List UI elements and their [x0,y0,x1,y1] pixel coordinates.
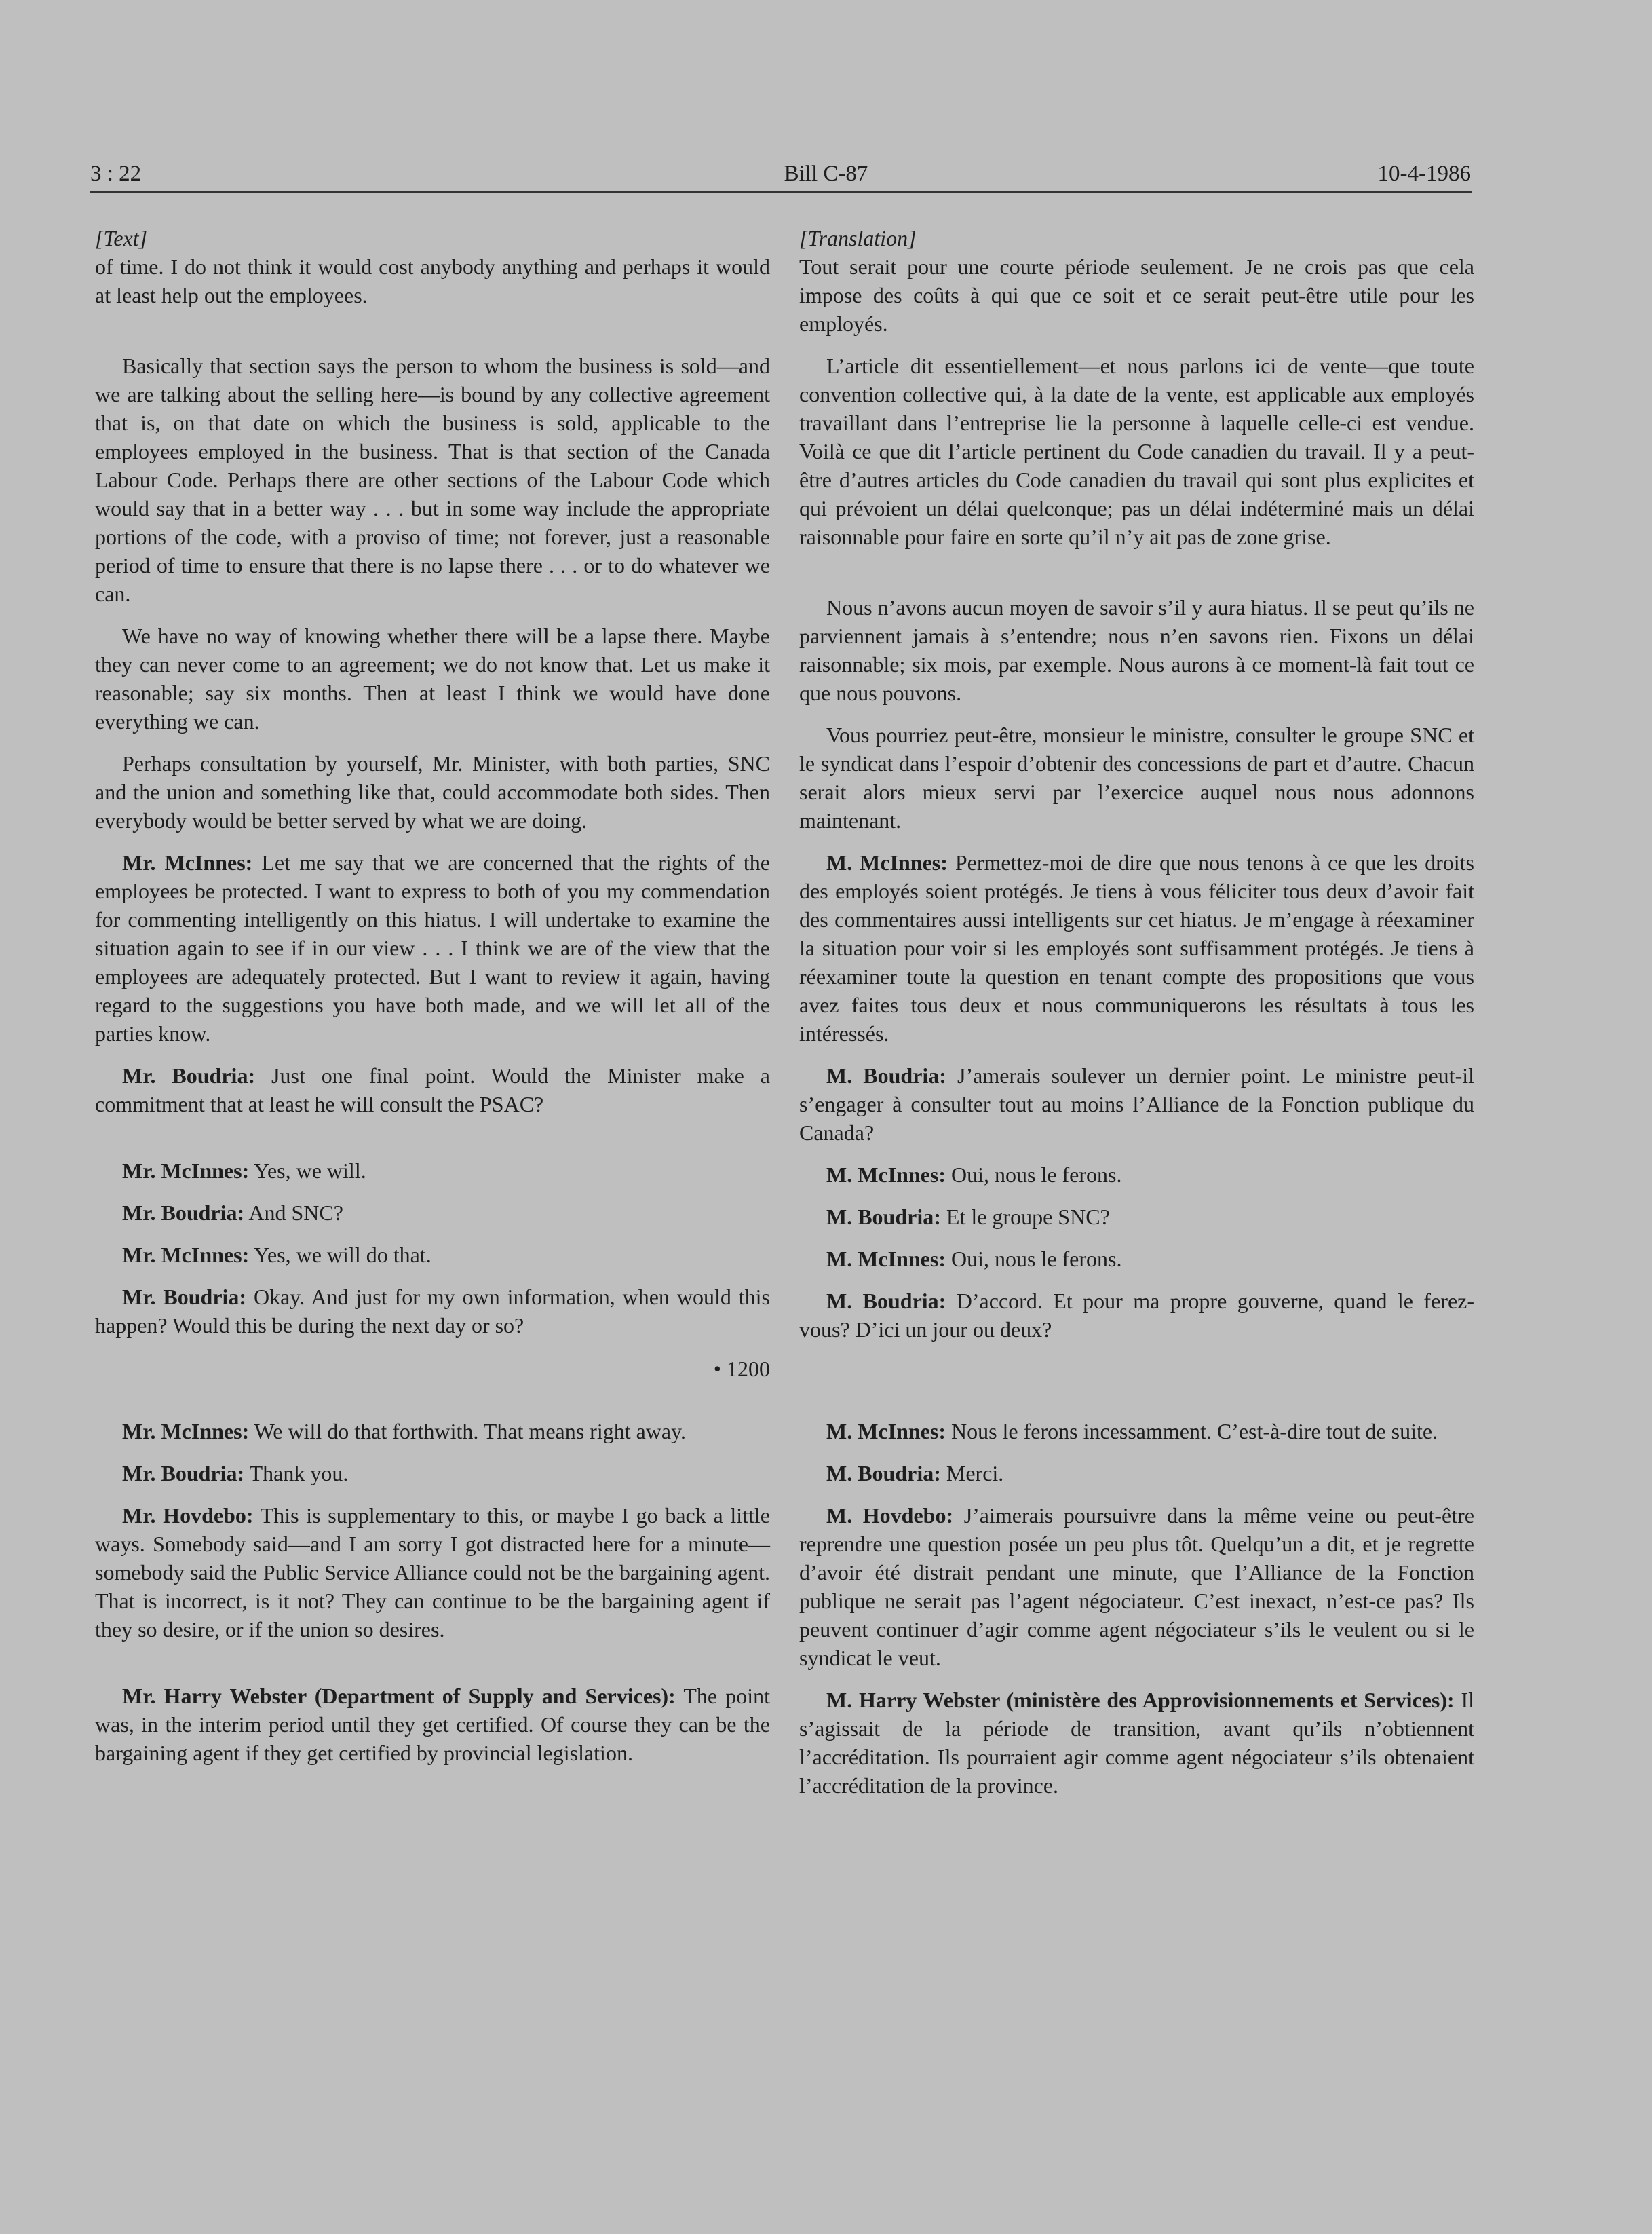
speaker-name: M. Harry Webster (ministère des Approvisionnements et Services): [826,1688,1455,1712]
speech-text: This is supplementary to this, or maybe I go back a little ways. Somebody said—and I am sorry I got distracted here for a minute—somebody said the Public Service Alliance could not be the bargaining agent. That is incorrect, is it not? They can continue to be the bargaining agent if they so desire, or if the union so desires. [95,1503,770,1642]
speaker-name: M. McInnes: [826,1419,946,1443]
speaker-name: Mr. Boudria: [122,1063,256,1088]
speech-text: The point was, in the interim period until they get certified. Of course they can be the bargaining agent if they get certified by provincial legislation. [95,1684,771,1765]
speaker-name: M. Hovdebo: [826,1503,954,1528]
speech-text: D’accord. Et pour ma propre gouverne, quand le ferez-vous? D’ici un jour ou deux? [799,1289,1475,1342]
speech-text: Yes, we will do that. [249,1243,431,1267]
speech-text: Just one final point. Would the Minister make a commitment that at least he will consult the PSAC? [95,1063,771,1116]
speaker-name: Mr. Boudria: [122,1461,245,1485]
paragraph: We have no way of knowing whether there will be a lapse there. Maybe they can never come to an agreement; we do not know that. Let us make it reasonable; say six months. Then at least I think we would have done everything we can. [95,624,770,734]
translation-label: [Translation] [799,226,917,250]
french-column [799,224,1474,1813]
text-label: [Text] [95,226,148,250]
speech [799,1417,1474,1445]
speech [95,1198,770,1227]
speaker-name: Mr. McInnes: [122,850,253,875]
paragraph: Vous pourriez peut-être, monsieur le ministre, consulter le groupe SNC et le syndicat dans l’espoir d’obtenir des concessions de part et d’autre. Chacun serait alors mieux servi par l’exercice auquel nous nous adonnons maintenant. [799,723,1474,833]
speech [95,1241,770,1269]
speaker-name: Mr. Boudria: [122,1200,245,1225]
speech [95,1156,770,1185]
paragraph: Perhaps consultation by yourself, Mr. Minister, with both parties, SNC and the union and something like that, could accommodate both sides. Then everybody would be better served by what we are doing. [95,751,770,833]
speech-text: Oui, nous le ferons. [945,1247,1122,1271]
speaker-name: Mr. McInnes: [122,1158,250,1183]
speech-text: Yes, we will. [249,1158,366,1183]
paragraph: Tout serait pour une courte période seulement. Je ne crois pas que cela impose des coûts à qui que ce soit et ce serait peut-être utile pour les employés. [799,254,1474,336]
speech-text: Oui, nous le ferons. [945,1162,1122,1187]
speech [799,1203,1474,1231]
speech-text: Let me say that we are concerned that the rights of the employees be protected. I want to express to both of you my commendation for commenting intelligently on this hiatus. I will undertake to examine the situation again to see if in our view . . . I think we are of the view that the employees are adequately protected. But I want to review it again, having regard to the suggestions you have both made, and we will let all of the parties know. [95,850,771,1046]
time-marker: • 1200 [713,1357,770,1381]
speech [799,1459,1474,1488]
speech [95,1061,770,1118]
speech-text: Okay. And just for my own information, when would this happen? Would this be during the next day or so? [95,1285,771,1338]
speech [799,1287,1474,1344]
speaker-name: Mr. Boudria: [122,1285,247,1309]
speaker-name: M. Boudria: [826,1461,941,1485]
paragraph: Nous n’avons aucun moyen de savoir s’il y aura hiatus. Il se peut qu’ils ne parviennent jamais à s’entendre; nous n’en savons rien. Fixons un délai raisonnable; six mois, par exemple. Nous aurons à ce moment-là fait tout ce que nous pouvons. [799,595,1474,705]
speech [799,1061,1474,1147]
speech [95,848,770,1048]
speech [799,1686,1474,1800]
speaker-name: Mr. McInnes: [122,1243,250,1267]
speech [95,1501,770,1644]
speaker-name: M. Boudria: [826,1063,946,1088]
page-date: 10-4-1986 [1377,162,1471,186]
speech-text: Et le groupe SNC? [940,1205,1110,1229]
speech-text: Thank you. [244,1461,349,1485]
speech-text: Il s’agissait de la période de transition, avant qu’ils n’obtiennent l’accréditation. Ils pourraient agir comme agent négociateur s’ils obtenaient l’accréditation de la province. [799,1688,1475,1798]
speaker-name: Mr. Harry Webster (Department of Supply and Services): [122,1684,676,1708]
speech [799,1501,1474,1672]
speech-text: Nous le ferons incessamment. C’est-à-dire tout de suite. [945,1419,1438,1443]
speaker-name: M. McInnes: [826,850,948,875]
speaker-name: Mr. McInnes: [122,1419,250,1443]
paragraph: Basically that section says the person to whom the business is sold—and we are talking about the selling here—is bound by any collective agreement that is, on that date on which the business is sold, applicable to the employees employed in the business. That is that section of the Canada Labour Code. Perhaps there are other sections of the Labour Code which would say that in a better way . . . but in some way include the appropriate portions of the code, with a proviso of time; not forever, just a reasonable period of time to ensure that there is no lapse there . . . or to do whatever we can. [95,354,770,606]
page-number: 3 : 22 [90,162,142,186]
speech [95,1283,770,1340]
speech-text: And SNC? [244,1200,343,1225]
speech [799,1245,1474,1273]
paragraph: of time. I do not think it would cost anybody anything and perhaps it would at least help out the employees. [95,254,770,307]
speech-text: J’aimerais poursuivre dans la même veine ou peut-être reprendre une question posée un peu plus tôt. Quelqu’un a dit, et je regrette d’avoir été distrait pendant une minute, que l’Alliance de la Fonction publique ne serait pas l’agent négociateur. C’est inexact, n’est-ce pas? Ils peuvent continuer d’agir comme agent négociateur s’ils le veulent ou si le syndicat le veut. [799,1503,1475,1670]
speaker-name: M. Boudria: [826,1205,941,1229]
paragraph: L’article dit essentiellement—et nous parlons ici de vente—que toute convention collective qui, à la date de la vente, est applicable aux employés travaillant dans l’entreprise lie la personne à laquelle celle-ci est vendue. Voilà ce que dit l’article pertinent du Code canadien du travail. Il y a peut-être d’autres articles du Code canadien du travail qui sont plus explicites et qui prévoient un délai quelconque; pas un délai indéterminé mais un délai raisonnable pour faire en sorte qu’il n’y ait pas de zone grise. [799,354,1474,549]
speech [799,848,1474,1048]
english-column [95,224,770,1781]
speaker-name: M. McInnes: [826,1162,946,1187]
speech-text: Merci. [940,1461,1004,1485]
speech-text: We will do that forthwith. That means right away. [249,1419,687,1443]
speaker-name: M. McInnes: [826,1247,946,1271]
speech [95,1682,770,1767]
speech-text: J’amerais soulever un dernier point. Le ministre peut-il s’engager à consulter tout au moins l’Alliance de la Fonction publique du Canada? [799,1063,1475,1145]
speech-text: Permettez-moi de dire que nous tenons à ce que les droits des employés soient protégés. Je tiens à vous féliciter tous deux d’avoir fait des commentaires aussi intelligents sur cet hiatus. Je m’engage à réexaminer la situation pour voir si les employés sont suffisamment protégés. Je tiens à réexaminer toute la question en tenant compte des propositions que vous avez faites tous deux et nous communiquerons les résultats à tous les intéressés. [799,850,1474,1046]
bill-title: Bill C-87 [784,162,868,186]
speaker-name: M. Boudria: [826,1289,946,1313]
speech [799,1160,1474,1189]
speaker-name: Mr. Hovdebo: [122,1503,254,1528]
speech [95,1417,770,1445]
speech [95,1459,770,1488]
header-rule [90,191,1472,193]
